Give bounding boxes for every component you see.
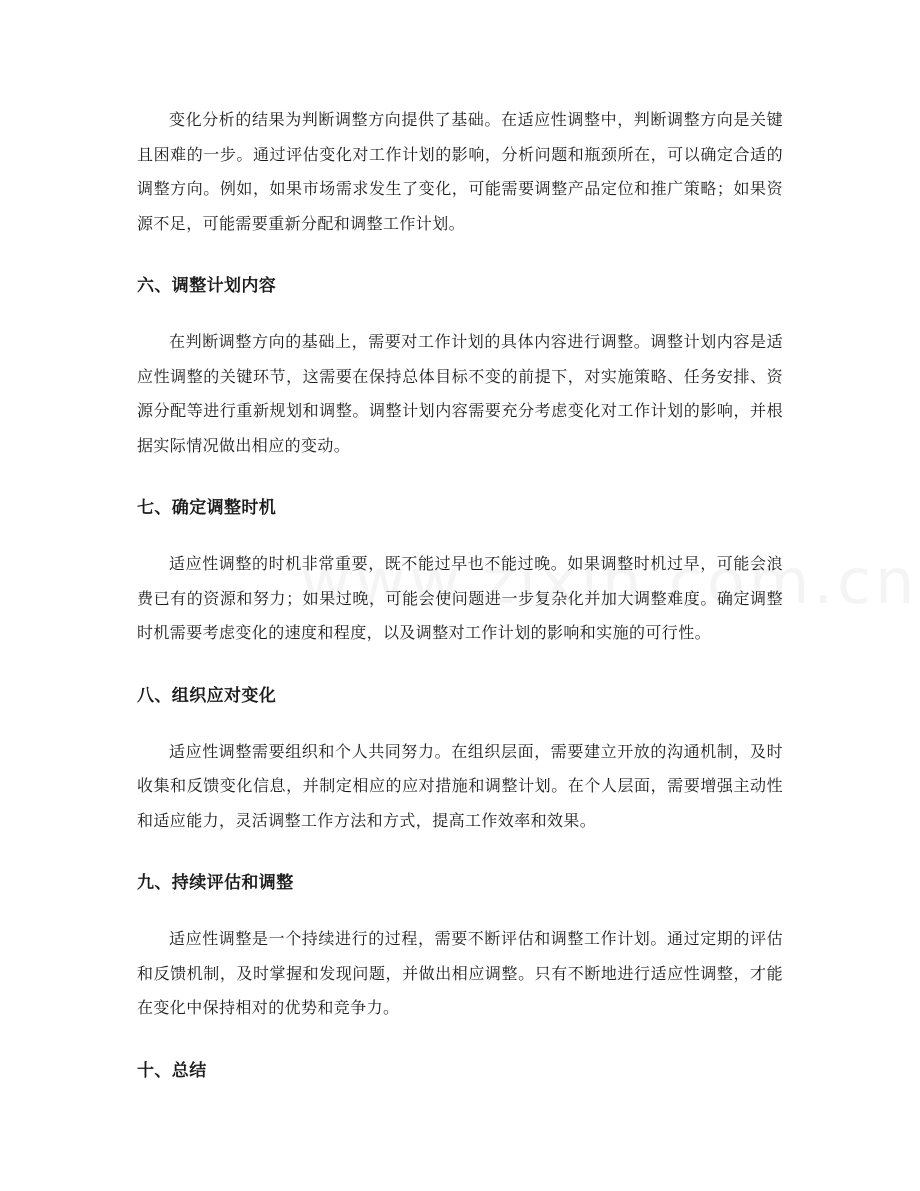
paragraph-continuous-evaluation: 适应性调整是一个持续进行的过程，需要不断评估和调整工作计划。通过定期的评估和反馈机制，及时掌握和发现问题，并做出相应调整。只有不断地进行适应性调整，才能在变化中保持相对的优势和竞争力。 xyxy=(137,929,783,1017)
heading-continuous-evaluation: 九、持续评估和调整 xyxy=(137,873,294,893)
heading-summary: 十、总结 xyxy=(137,1060,207,1081)
paragraph-adjust-plan-content: 在判断调整方向的基础上，需要对工作计划的具体内容进行调整。调整计划内容是适应性调整的关键环节，这需要在保持总体目标不变的前提下，对实施策略、任务安排、资源分配等进行重新规划和调整。调整计划内容需要充分考虑变化对工作计划的影响，并根据实际情况做出相应的变动。 xyxy=(137,332,783,455)
heading-adjust-timing: 七、确定调整时机 xyxy=(137,498,277,518)
paragraph-organize-response: 适应性调整需要组织和个人共同努力。在组织层面，需要建立开放的沟通机制，及时收集和反馈变化信息，并制定相应的应对措施和调整计划。在个人层面，需要增强主动性和适应能力，灵活调整工作方法和方式，提高工作效率和效果。 xyxy=(137,741,783,830)
heading-adjust-plan-content: 六、调整计划内容 xyxy=(137,276,277,296)
heading-organize-response: 八、组织应对变化 xyxy=(137,685,277,706)
paragraph-adjust-timing: 适应性调整的时机非常重要，既不能过早也不能过晚。如果调整时机过早，可能会浪费已有的资源和努力；如果过晚，可能会使问题进一步复杂化并加大调整难度。确定调整时机需要考虑变化的速度和程度，以及调整对工作计划的影响和实施的可行性。 xyxy=(137,554,783,642)
document-body xyxy=(137,103,783,1088)
paragraph-change-analysis: 变化分析的结果为判断调整方向提供了基础。在适应性调整中，判断调整方向是关键且困难的一步。通过评估变化对工作计划的影响，分析问题和瓶颈所在，可以确定合适的调整方向。例如，如果市场需求发生了变化，可能需要调整产品定位和推广策略；如果资源不足，可能需要重新分配和调整工作计划。 xyxy=(137,110,783,233)
